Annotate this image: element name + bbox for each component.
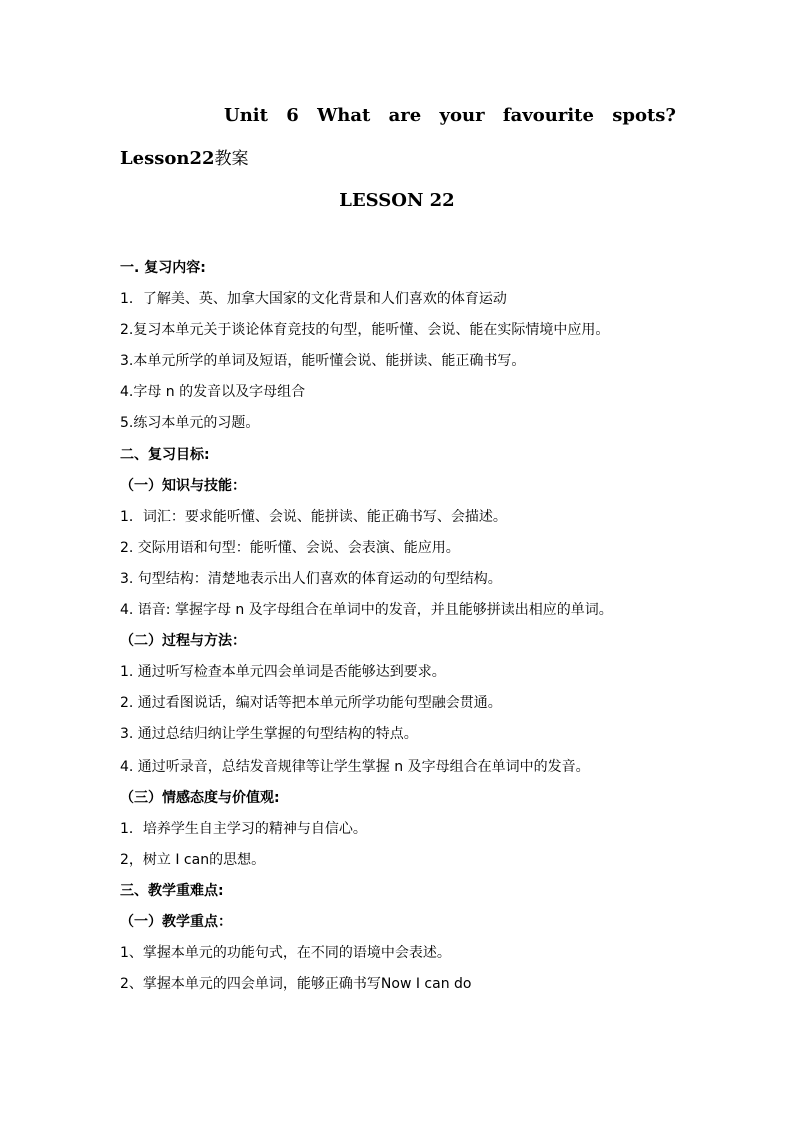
- title-word: are: [388, 105, 422, 126]
- title-word: Unit: [224, 105, 268, 126]
- body-line: 1．了解美、英、加拿大国家的文化背景和人们喜欢的体育运动: [120, 291, 507, 307]
- body-line: 3. 通过总结归纳让学生掌握的句型结构的特点。: [120, 726, 418, 742]
- body-line: 1. 通过听写检查本单元四会单词是否能够达到要求。: [120, 664, 446, 680]
- body-line: 2. 通过看图说话，编对话等把本单元所学功能句型融会贯通。: [120, 695, 502, 711]
- title-word: What: [317, 105, 371, 126]
- doc-title: [224, 104, 676, 128]
- body-line: 2，树立 I can的思想。: [120, 852, 266, 868]
- section-heading: 三、教学重难点:: [120, 883, 224, 899]
- body-line: 3. 句型结构：清楚地表示出人们喜欢的体育运动的句型结构。: [120, 571, 502, 587]
- body-line: 4.字母 n 的发音以及字母组合: [120, 384, 306, 400]
- title-word: your: [439, 105, 485, 126]
- doc-title-continued: [120, 147, 249, 171]
- body-line: 1．词汇：要求能听懂、会说、能拼读、能正确书写、会描述。: [120, 509, 507, 525]
- body-line: 2. 交际用语和句型：能听懂、会说、会表演、能应用。: [120, 540, 460, 556]
- body-line: 1．培养学生自主学习的精神与自信心。: [120, 821, 367, 837]
- title-word: spots?: [612, 105, 676, 126]
- subsection-heading: （二）过程与方法：: [120, 633, 246, 649]
- section-heading: 一. 复习内容:: [120, 260, 206, 276]
- body-line: 5.练习本单元的习题。: [120, 415, 260, 431]
- subsection-heading: （一）知识与技能：: [120, 478, 246, 494]
- title-lesson-plan: 教案: [214, 149, 249, 169]
- lesson-heading: LESSON 22: [339, 190, 455, 211]
- title-word: 6: [286, 105, 299, 126]
- body-line: 1、掌握本单元的功能句式，在不同的语境中会表述。: [120, 945, 451, 961]
- title-lesson-number: Lesson22: [120, 148, 215, 169]
- body-line: 2.复习本单元关于谈论体育竞技的句型，能听懂、会说、能在实际情境中应用。: [120, 322, 610, 338]
- subsection-heading: （一）教学重点：: [120, 914, 232, 930]
- section-heading: 二、复习目标:: [120, 447, 210, 463]
- body-line: 4. 通过听录音，总结发音规律等让学生掌握 n 及字母组合在单词中的发音。: [120, 759, 590, 775]
- body-line: 2、掌握本单元的四会单词，能够正确书写Now I can do: [120, 976, 472, 992]
- title-word: favourite: [502, 105, 594, 126]
- body-line: 4. 语音: 掌握字母 n 及字母组合在单词中的发音，并且能够拼读出相应的单词。: [120, 602, 613, 618]
- body-line: 3.本单元所学的单词及短语，能听懂会说、能拼读、能正确书写。: [120, 353, 526, 369]
- subsection-heading: （三）情感态度与价值观:: [120, 790, 280, 806]
